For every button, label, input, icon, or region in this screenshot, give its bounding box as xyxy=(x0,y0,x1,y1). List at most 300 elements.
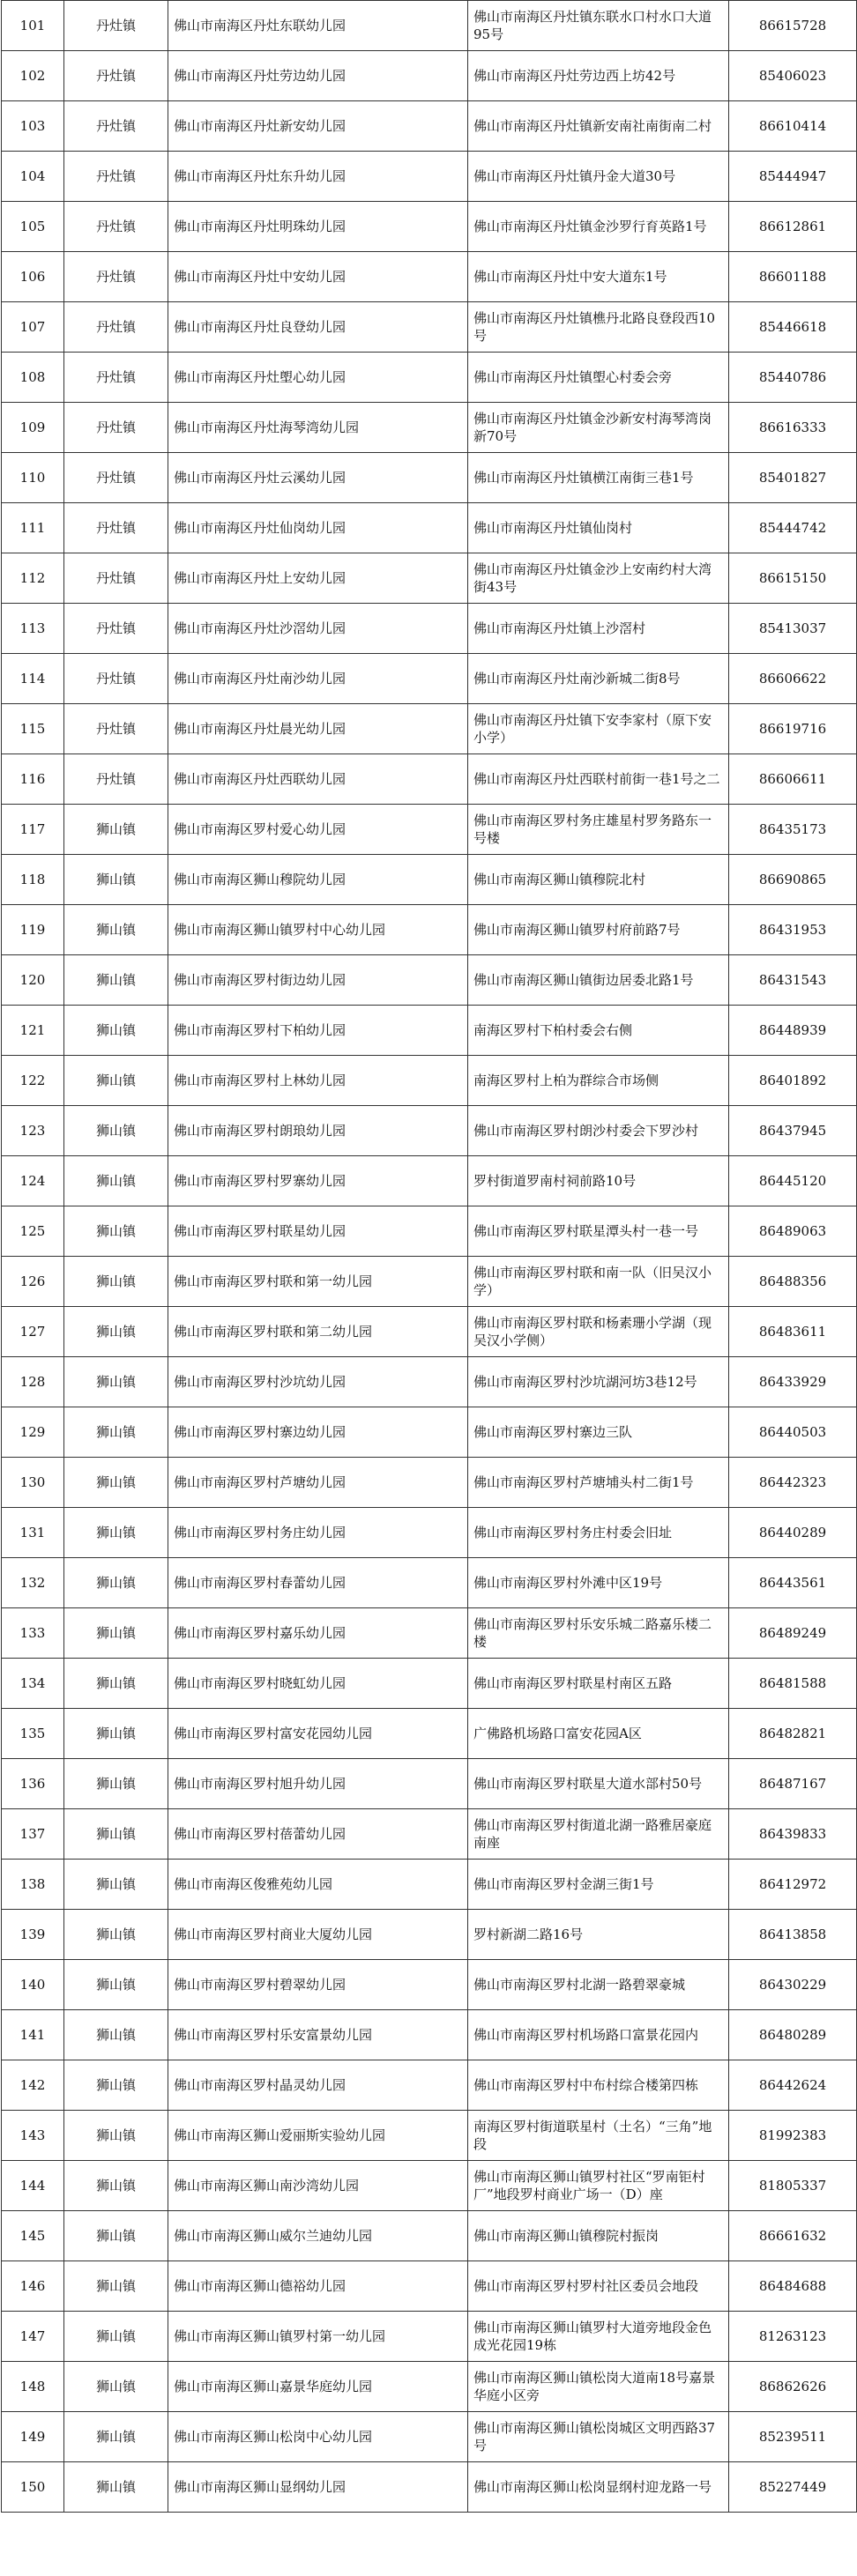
kindergarten-name-cell: 佛山市南海区罗村晶灵幼儿园 xyxy=(168,2060,468,2111)
phone-cell: 85440786 xyxy=(729,353,857,403)
row-number: 124 xyxy=(2,1156,64,1206)
town-cell: 狮山镇 xyxy=(64,1659,168,1709)
row-number: 106 xyxy=(2,252,64,302)
phone-cell: 86606622 xyxy=(729,654,857,704)
kindergarten-name-cell: 佛山市南海区罗村上林幼儿园 xyxy=(168,1056,468,1106)
town-cell: 狮山镇 xyxy=(64,1960,168,2010)
phone-cell: 86440503 xyxy=(729,1407,857,1458)
phone-cell: 81992383 xyxy=(729,2111,857,2161)
row-number: 131 xyxy=(2,1508,64,1558)
kindergarten-name-cell: 佛山市南海区丹灶云溪幼儿园 xyxy=(168,453,468,503)
address-cell: 佛山市南海区丹灶镇东联水口村水口大道95号 xyxy=(468,1,729,51)
table-body xyxy=(2,1,857,2513)
phone-cell: 85444947 xyxy=(729,152,857,202)
table-row xyxy=(2,1809,857,1860)
row-number: 127 xyxy=(2,1307,64,1357)
address-cell: 佛山市南海区狮山松岗显纲村迎龙路一号 xyxy=(468,2462,729,2513)
phone-cell: 86437945 xyxy=(729,1106,857,1156)
table-row xyxy=(2,302,857,353)
row-number: 122 xyxy=(2,1056,64,1106)
address-cell: 佛山市南海区狮山镇街边居委北路1号 xyxy=(468,955,729,1006)
table-row xyxy=(2,202,857,252)
phone-cell: 86401892 xyxy=(729,1056,857,1106)
address-cell: 佛山市南海区罗村联星潭头村一巷一号 xyxy=(468,1206,729,1257)
kindergarten-name-cell: 佛山市南海区罗村寨边幼儿园 xyxy=(168,1407,468,1458)
phone-cell: 86442624 xyxy=(729,2060,857,2111)
town-cell: 丹灶镇 xyxy=(64,403,168,453)
phone-cell: 86481588 xyxy=(729,1659,857,1709)
phone-cell: 86489249 xyxy=(729,1608,857,1659)
address-cell: 佛山市南海区罗村罗村社区委员会地段 xyxy=(468,2261,729,2312)
address-cell: 佛山市南海区丹灶镇丹金大道30号 xyxy=(468,152,729,202)
address-cell: 佛山市南海区丹灶镇金沙罗行育英路1号 xyxy=(468,202,729,252)
address-cell: 佛山市南海区丹灶镇仙岗村 xyxy=(468,503,729,553)
address-cell: 佛山市南海区狮山镇罗村府前路7号 xyxy=(468,905,729,955)
town-cell: 狮山镇 xyxy=(64,1558,168,1608)
table-row xyxy=(2,1257,857,1307)
address-cell: 南海区罗村街道联星村（土名）“三角”地段 xyxy=(468,2111,729,2161)
kindergarten-name-cell: 佛山市南海区罗村联星幼儿园 xyxy=(168,1206,468,1257)
town-cell: 狮山镇 xyxy=(64,1407,168,1458)
row-number: 142 xyxy=(2,2060,64,2111)
phone-cell: 85446618 xyxy=(729,302,857,353)
table-row xyxy=(2,51,857,101)
kindergarten-name-cell: 佛山市南海区狮山嘉景华庭幼儿园 xyxy=(168,2362,468,2412)
kindergarten-name-cell: 佛山市南海区罗村下柏幼儿园 xyxy=(168,1006,468,1056)
kindergarten-name-cell: 佛山市南海区罗村街边幼儿园 xyxy=(168,955,468,1006)
table-row xyxy=(2,553,857,604)
table-row xyxy=(2,1508,857,1558)
town-cell: 丹灶镇 xyxy=(64,51,168,101)
phone-cell: 81263123 xyxy=(729,2312,857,2362)
kindergarten-name-cell: 佛山市南海区丹灶塱心幼儿园 xyxy=(168,353,468,403)
address-cell: 佛山市南海区丹灶镇金沙新安村海琴湾岗新70号 xyxy=(468,403,729,453)
phone-cell: 86615150 xyxy=(729,553,857,604)
phone-cell: 85239511 xyxy=(729,2412,857,2462)
town-cell: 狮山镇 xyxy=(64,2462,168,2513)
address-cell: 佛山市南海区罗村寨边三队 xyxy=(468,1407,729,1458)
table-row xyxy=(2,1860,857,1910)
address-cell: 佛山市南海区罗村联星大道水部村50号 xyxy=(468,1759,729,1809)
kindergarten-name-cell: 佛山市南海区丹灶东联幼儿园 xyxy=(168,1,468,51)
row-number: 149 xyxy=(2,2412,64,2462)
town-cell: 狮山镇 xyxy=(64,2412,168,2462)
kindergarten-name-cell: 佛山市南海区罗村旭升幼儿园 xyxy=(168,1759,468,1809)
row-number: 118 xyxy=(2,855,64,905)
table-row xyxy=(2,1056,857,1106)
phone-cell: 86615728 xyxy=(729,1,857,51)
kindergarten-name-cell: 佛山市南海区罗村芦塘幼儿园 xyxy=(168,1458,468,1508)
phone-cell: 86606611 xyxy=(729,754,857,805)
phone-cell: 86484688 xyxy=(729,2261,857,2312)
kindergarten-name-cell: 佛山市南海区罗村富安花园幼儿园 xyxy=(168,1709,468,1759)
phone-cell: 86448939 xyxy=(729,1006,857,1056)
row-number: 146 xyxy=(2,2261,64,2312)
town-cell: 狮山镇 xyxy=(64,1357,168,1407)
address-cell: 佛山市南海区狮山镇罗村大道旁地段金色成光花园19栋 xyxy=(468,2312,729,2362)
table-row xyxy=(2,2412,857,2462)
town-cell: 狮山镇 xyxy=(64,1759,168,1809)
table-row xyxy=(2,1206,857,1257)
phone-cell: 86445120 xyxy=(729,1156,857,1206)
address-cell: 广佛路机场路口富安花园A区 xyxy=(468,1709,729,1759)
address-cell: 佛山市南海区罗村务庄雄星村罗务路东一号楼 xyxy=(468,805,729,855)
town-cell: 狮山镇 xyxy=(64,1809,168,1860)
town-cell: 狮山镇 xyxy=(64,2211,168,2261)
town-cell: 丹灶镇 xyxy=(64,604,168,654)
address-cell: 佛山市南海区狮山镇松岗大道南18号嘉景华庭小区旁 xyxy=(468,2362,729,2412)
table-row xyxy=(2,2060,857,2111)
table-row xyxy=(2,2161,857,2211)
phone-cell: 86616333 xyxy=(729,403,857,453)
phone-cell: 86483611 xyxy=(729,1307,857,1357)
kindergarten-name-cell: 佛山市南海区丹灶新安幼儿园 xyxy=(168,101,468,152)
town-cell: 狮山镇 xyxy=(64,2312,168,2362)
table-row xyxy=(2,1960,857,2010)
town-cell: 狮山镇 xyxy=(64,1106,168,1156)
town-cell: 狮山镇 xyxy=(64,1608,168,1659)
address-cell: 佛山市南海区丹灶镇樵丹北路良登段西10号 xyxy=(468,302,729,353)
town-cell: 狮山镇 xyxy=(64,1458,168,1508)
row-number: 105 xyxy=(2,202,64,252)
town-cell: 丹灶镇 xyxy=(64,704,168,754)
phone-cell: 86487167 xyxy=(729,1759,857,1809)
phone-cell: 86412972 xyxy=(729,1860,857,1910)
town-cell: 狮山镇 xyxy=(64,1206,168,1257)
phone-cell: 86488356 xyxy=(729,1257,857,1307)
kindergarten-name-cell: 佛山市南海区丹灶沙滘幼儿园 xyxy=(168,604,468,654)
kindergarten-name-cell: 佛山市南海区狮山爱丽斯实验幼儿园 xyxy=(168,2111,468,2161)
row-number: 134 xyxy=(2,1659,64,1709)
address-cell: 佛山市南海区狮山镇穆院北村 xyxy=(468,855,729,905)
row-number: 109 xyxy=(2,403,64,453)
row-number: 108 xyxy=(2,353,64,403)
address-cell: 佛山市南海区丹灶西联村前街一巷1号之二 xyxy=(468,754,729,805)
address-cell: 佛山市南海区罗村乐安乐城二路嘉乐楼二楼 xyxy=(468,1608,729,1659)
town-cell: 狮山镇 xyxy=(64,955,168,1006)
town-cell: 丹灶镇 xyxy=(64,453,168,503)
phone-cell: 86612861 xyxy=(729,202,857,252)
town-cell: 丹灶镇 xyxy=(64,553,168,604)
town-cell: 狮山镇 xyxy=(64,1056,168,1106)
address-cell: 佛山市南海区丹灶南沙新城二街8号 xyxy=(468,654,729,704)
town-cell: 丹灶镇 xyxy=(64,353,168,403)
table-row xyxy=(2,1006,857,1056)
phone-cell: 86431953 xyxy=(729,905,857,955)
kindergarten-name-cell: 佛山市南海区丹灶良登幼儿园 xyxy=(168,302,468,353)
table-row xyxy=(2,1,857,51)
row-number: 148 xyxy=(2,2362,64,2412)
address-cell: 佛山市南海区狮山镇松岗城区文明西路37号 xyxy=(468,2412,729,2462)
table-row xyxy=(2,1407,857,1458)
town-cell: 狮山镇 xyxy=(64,2060,168,2111)
table-row xyxy=(2,152,857,202)
town-cell: 丹灶镇 xyxy=(64,302,168,353)
town-cell: 狮山镇 xyxy=(64,905,168,955)
table-row xyxy=(2,805,857,855)
kindergarten-name-cell: 佛山市南海区丹灶中安幼儿园 xyxy=(168,252,468,302)
row-number: 150 xyxy=(2,2462,64,2513)
row-number: 111 xyxy=(2,503,64,553)
table-row xyxy=(2,704,857,754)
address-cell: 佛山市南海区丹灶中安大道东1号 xyxy=(468,252,729,302)
row-number: 126 xyxy=(2,1257,64,1307)
kindergarten-name-cell: 佛山市南海区狮山镇罗村第一幼儿园 xyxy=(168,2312,468,2362)
table-row xyxy=(2,1156,857,1206)
kindergarten-name-cell: 佛山市南海区罗村蓓蕾幼儿园 xyxy=(168,1809,468,1860)
phone-cell: 86430229 xyxy=(729,1960,857,2010)
phone-cell: 86431543 xyxy=(729,955,857,1006)
kindergarten-name-cell: 佛山市南海区罗村嘉乐幼儿园 xyxy=(168,1608,468,1659)
row-number: 145 xyxy=(2,2211,64,2261)
town-cell: 狮山镇 xyxy=(64,1307,168,1357)
town-cell: 丹灶镇 xyxy=(64,1,168,51)
town-cell: 丹灶镇 xyxy=(64,101,168,152)
town-cell: 狮山镇 xyxy=(64,805,168,855)
town-cell: 丹灶镇 xyxy=(64,152,168,202)
address-cell: 佛山市南海区罗村联和杨素珊小学湖（现吴汉小学侧） xyxy=(468,1307,729,1357)
phone-cell: 85401827 xyxy=(729,453,857,503)
row-number: 117 xyxy=(2,805,64,855)
address-cell: 佛山市南海区丹灶镇上沙滘村 xyxy=(468,604,729,654)
row-number: 119 xyxy=(2,905,64,955)
row-number: 125 xyxy=(2,1206,64,1257)
address-cell: 佛山市南海区狮山镇罗村社区“罗南钜村厂”地段罗村商业广场一（D）座 xyxy=(468,2161,729,2211)
kindergarten-name-cell: 佛山市南海区狮山穆院幼儿园 xyxy=(168,855,468,905)
row-number: 128 xyxy=(2,1357,64,1407)
phone-cell: 86661632 xyxy=(729,2211,857,2261)
address-cell: 佛山市南海区丹灶镇塱心村委会旁 xyxy=(468,353,729,403)
row-number: 112 xyxy=(2,553,64,604)
kindergarten-table xyxy=(1,0,857,2513)
phone-cell: 86601188 xyxy=(729,252,857,302)
phone-cell: 86413858 xyxy=(729,1910,857,1960)
kindergarten-name-cell: 佛山市南海区狮山松岗中心幼儿园 xyxy=(168,2412,468,2462)
row-number: 129 xyxy=(2,1407,64,1458)
town-cell: 丹灶镇 xyxy=(64,503,168,553)
table-row xyxy=(2,1558,857,1608)
phone-cell: 86443561 xyxy=(729,1558,857,1608)
address-cell: 佛山市南海区狮山镇穆院村振岗 xyxy=(468,2211,729,2261)
kindergarten-name-cell: 佛山市南海区狮山镇罗村中心幼儿园 xyxy=(168,905,468,955)
address-cell: 南海区罗村下柏村委会右侧 xyxy=(468,1006,729,1056)
row-number: 139 xyxy=(2,1910,64,1960)
kindergarten-name-cell: 佛山市南海区丹灶劳边幼儿园 xyxy=(168,51,468,101)
address-cell: 罗村新湖二路16号 xyxy=(468,1910,729,1960)
table-row xyxy=(2,252,857,302)
town-cell: 狮山镇 xyxy=(64,2111,168,2161)
phone-cell: 86482821 xyxy=(729,1709,857,1759)
row-number: 115 xyxy=(2,704,64,754)
row-number: 132 xyxy=(2,1558,64,1608)
row-number: 138 xyxy=(2,1860,64,1910)
table-row xyxy=(2,1659,857,1709)
town-cell: 狮山镇 xyxy=(64,2010,168,2060)
address-cell: 佛山市南海区罗村联星村南区五路 xyxy=(468,1659,729,1709)
row-number: 123 xyxy=(2,1106,64,1156)
phone-cell: 86619716 xyxy=(729,704,857,754)
kindergarten-name-cell: 佛山市南海区罗村春蕾幼儿园 xyxy=(168,1558,468,1608)
town-cell: 狮山镇 xyxy=(64,1156,168,1206)
table-row xyxy=(2,604,857,654)
town-cell: 狮山镇 xyxy=(64,2161,168,2211)
town-cell: 狮山镇 xyxy=(64,1508,168,1558)
address-cell: 南海区罗村上柏为群综合市场侧 xyxy=(468,1056,729,1106)
address-cell: 佛山市南海区丹灶镇横江南街三巷1号 xyxy=(468,453,729,503)
address-cell: 佛山市南海区罗村沙坑湖河坊3巷12号 xyxy=(468,1357,729,1407)
kindergarten-name-cell: 佛山市南海区罗村商业大厦幼儿园 xyxy=(168,1910,468,1960)
kindergarten-name-cell: 佛山市南海区丹灶东升幼儿园 xyxy=(168,152,468,202)
kindergarten-name-cell: 佛山市南海区罗村晓虹幼儿园 xyxy=(168,1659,468,1709)
table-row xyxy=(2,1307,857,1357)
phone-cell: 86480289 xyxy=(729,2010,857,2060)
table-row xyxy=(2,503,857,553)
table-row xyxy=(2,955,857,1006)
row-number: 104 xyxy=(2,152,64,202)
address-cell: 佛山市南海区罗村朗沙村委会下罗沙村 xyxy=(468,1106,729,1156)
table-row xyxy=(2,353,857,403)
table-row xyxy=(2,101,857,152)
table-row xyxy=(2,2211,857,2261)
town-cell: 狮山镇 xyxy=(64,1709,168,1759)
phone-cell: 86435173 xyxy=(729,805,857,855)
kindergarten-name-cell: 佛山市南海区丹灶西联幼儿园 xyxy=(168,754,468,805)
row-number: 143 xyxy=(2,2111,64,2161)
kindergarten-name-cell: 佛山市南海区丹灶明珠幼儿园 xyxy=(168,202,468,252)
phone-cell: 85413037 xyxy=(729,604,857,654)
kindergarten-name-cell: 佛山市南海区罗村朗琅幼儿园 xyxy=(168,1106,468,1156)
phone-cell: 85444742 xyxy=(729,503,857,553)
town-cell: 狮山镇 xyxy=(64,1910,168,1960)
phone-cell: 86489063 xyxy=(729,1206,857,1257)
row-number: 102 xyxy=(2,51,64,101)
kindergarten-name-cell: 佛山市南海区狮山南沙湾幼儿园 xyxy=(168,2161,468,2211)
phone-cell: 86439833 xyxy=(729,1809,857,1860)
row-number: 103 xyxy=(2,101,64,152)
kindergarten-name-cell: 佛山市南海区罗村沙坑幼儿园 xyxy=(168,1357,468,1407)
kindergarten-name-cell: 佛山市南海区丹灶晨光幼儿园 xyxy=(168,704,468,754)
phone-cell: 85227449 xyxy=(729,2462,857,2513)
kindergarten-name-cell: 佛山市南海区罗村联和第一幼儿园 xyxy=(168,1257,468,1307)
row-number: 110 xyxy=(2,453,64,503)
table-row xyxy=(2,1759,857,1809)
row-number: 140 xyxy=(2,1960,64,2010)
table-row xyxy=(2,1608,857,1659)
table-row xyxy=(2,403,857,453)
row-number: 141 xyxy=(2,2010,64,2060)
row-number: 113 xyxy=(2,604,64,654)
table-row xyxy=(2,1910,857,1960)
phone-cell: 86610414 xyxy=(729,101,857,152)
town-cell: 狮山镇 xyxy=(64,855,168,905)
row-number: 137 xyxy=(2,1809,64,1860)
phone-cell: 86442323 xyxy=(729,1458,857,1508)
table-row xyxy=(2,2462,857,2513)
phone-cell: 86690865 xyxy=(729,855,857,905)
town-cell: 狮山镇 xyxy=(64,2362,168,2412)
table-row xyxy=(2,905,857,955)
address-cell: 佛山市南海区罗村务庄村委会旧址 xyxy=(468,1508,729,1558)
address-cell: 罗村街道罗南村祠前路10号 xyxy=(468,1156,729,1206)
address-cell: 佛山市南海区罗村街道北湖一路雅居豪庭南座 xyxy=(468,1809,729,1860)
address-cell: 佛山市南海区罗村北湖一路碧翠豪城 xyxy=(468,1960,729,2010)
address-cell: 佛山市南海区罗村金湖三街1号 xyxy=(468,1860,729,1910)
kindergarten-name-cell: 佛山市南海区罗村联和第二幼儿园 xyxy=(168,1307,468,1357)
phone-cell: 81805337 xyxy=(729,2161,857,2211)
kindergarten-name-cell: 佛山市南海区丹灶海琴湾幼儿园 xyxy=(168,403,468,453)
kindergarten-name-cell: 佛山市南海区狮山威尔兰迪幼儿园 xyxy=(168,2211,468,2261)
town-cell: 狮山镇 xyxy=(64,1006,168,1056)
table-row xyxy=(2,1709,857,1759)
kindergarten-name-cell: 佛山市南海区罗村务庄幼儿园 xyxy=(168,1508,468,1558)
table-row xyxy=(2,2010,857,2060)
address-cell: 佛山市南海区罗村机场路口富景花园内 xyxy=(468,2010,729,2060)
row-number: 135 xyxy=(2,1709,64,1759)
table-row xyxy=(2,2312,857,2362)
town-cell: 丹灶镇 xyxy=(64,754,168,805)
phone-cell: 85406023 xyxy=(729,51,857,101)
table-row xyxy=(2,754,857,805)
table-row xyxy=(2,654,857,704)
kindergarten-name-cell: 佛山市南海区丹灶南沙幼儿园 xyxy=(168,654,468,704)
kindergarten-name-cell: 佛山市南海区丹灶仙岗幼儿园 xyxy=(168,503,468,553)
address-cell: 佛山市南海区罗村外滩中区19号 xyxy=(468,1558,729,1608)
address-cell: 佛山市南海区罗村联和南一队（旧吴汉小学） xyxy=(468,1257,729,1307)
town-cell: 丹灶镇 xyxy=(64,202,168,252)
kindergarten-name-cell: 佛山市南海区罗村罗寨幼儿园 xyxy=(168,1156,468,1206)
address-cell: 佛山市南海区丹灶镇金沙上安南约村大湾街43号 xyxy=(468,553,729,604)
phone-cell: 86433929 xyxy=(729,1357,857,1407)
table-row xyxy=(2,1106,857,1156)
kindergarten-name-cell: 佛山市南海区罗村碧翠幼儿园 xyxy=(168,1960,468,2010)
row-number: 136 xyxy=(2,1759,64,1809)
phone-cell: 86440289 xyxy=(729,1508,857,1558)
address-cell: 佛山市南海区丹灶镇新安南社南街南二村 xyxy=(468,101,729,152)
table-row xyxy=(2,1357,857,1407)
row-number: 114 xyxy=(2,654,64,704)
kindergarten-name-cell: 佛山市南海区罗村乐安富景幼儿园 xyxy=(168,2010,468,2060)
row-number: 133 xyxy=(2,1608,64,1659)
table-row xyxy=(2,2111,857,2161)
table-row xyxy=(2,2261,857,2312)
table-row xyxy=(2,2362,857,2412)
town-cell: 狮山镇 xyxy=(64,1860,168,1910)
row-number: 130 xyxy=(2,1458,64,1508)
table-row xyxy=(2,1458,857,1508)
phone-cell: 86862626 xyxy=(729,2362,857,2412)
row-number: 120 xyxy=(2,955,64,1006)
address-cell: 佛山市南海区罗村芦塘埔头村二街1号 xyxy=(468,1458,729,1508)
kindergarten-name-cell: 佛山市南海区俊雅苑幼儿园 xyxy=(168,1860,468,1910)
kindergarten-name-cell: 佛山市南海区丹灶上安幼儿园 xyxy=(168,553,468,604)
kindergarten-name-cell: 佛山市南海区罗村爱心幼儿园 xyxy=(168,805,468,855)
row-number: 121 xyxy=(2,1006,64,1056)
town-cell: 狮山镇 xyxy=(64,2261,168,2312)
address-cell: 佛山市南海区罗村中布村综合楼第四栋 xyxy=(468,2060,729,2111)
row-number: 107 xyxy=(2,302,64,353)
table-row xyxy=(2,855,857,905)
address-cell: 佛山市南海区丹灶劳边西上坊42号 xyxy=(468,51,729,101)
row-number: 144 xyxy=(2,2161,64,2211)
kindergarten-name-cell: 佛山市南海区狮山显纲幼儿园 xyxy=(168,2462,468,2513)
address-cell: 佛山市南海区丹灶镇下安李家村（原下安小学） xyxy=(468,704,729,754)
town-cell: 狮山镇 xyxy=(64,1257,168,1307)
row-number: 116 xyxy=(2,754,64,805)
town-cell: 丹灶镇 xyxy=(64,252,168,302)
row-number: 101 xyxy=(2,1,64,51)
town-cell: 丹灶镇 xyxy=(64,654,168,704)
kindergarten-name-cell: 佛山市南海区狮山德裕幼儿园 xyxy=(168,2261,468,2312)
